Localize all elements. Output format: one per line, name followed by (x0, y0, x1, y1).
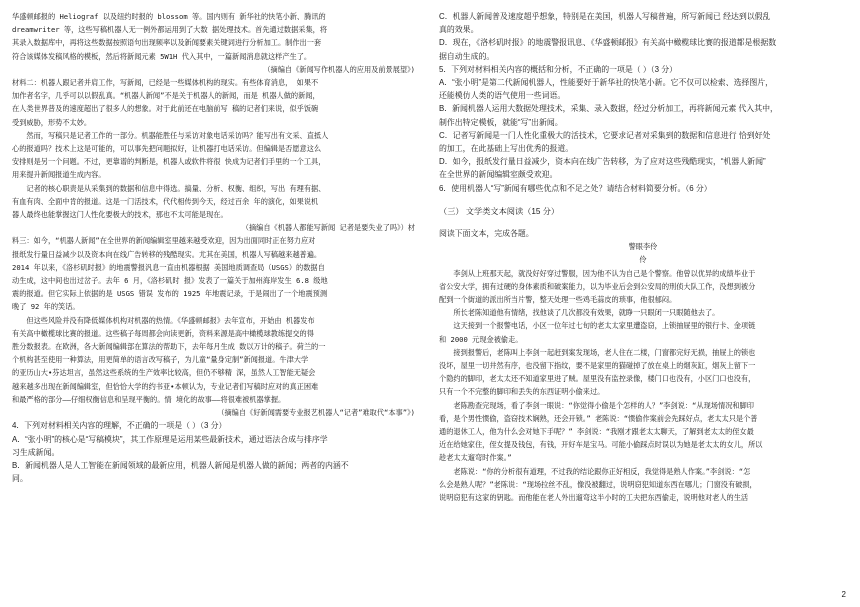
section-heading: （三） 文学类文本阅读（15 分） (439, 206, 560, 216)
page-number: 2 (841, 590, 846, 599)
source-citation: （摘编自《机器人都能写新闻 记者是要失业了吗》）材 (241, 223, 415, 233)
story-author: 伶 (639, 255, 647, 265)
story-paragraph: 老陈说：“你的分析很有道理，不过我的结论跟你正好相反，我觉得是熟人作案。”李剑说：“怎 么会是熟人呢？”老陈说：“现场拉丝不乱，像没被翻过，说明窃犯知道东西在哪儿；门窗没有破损， 说明窃犯有这家的钥匙。而他能在老人外出遛弯这半小时的工夫把东西偷走，说明他对老人的生活 (439, 466, 757, 503)
question-6: 6．使用机器人“写”新闻有哪些优点和不足之处？请结合材料简要分析。（6 分） (439, 183, 712, 193)
paragraph: 料三：如今，“机器人新闻”在全世界的新闻编辑室里越来越受欢迎，因为出面同时正在努力应对 报纸发行量日益减少以及资本向在线广告转移的残酷现实。尤其在美国，机器人写稿越来越普遍。 2014 年以来，《洛杉矶时报》的地震警报汎息一直由机器根据 美国地质调查局（USGS）的数据自 动生成，这中间也出过岔子。去年 6 月，《洛杉矶时 报》发表了一篇关于加州海岸发生 6.8 级地 震的报道。但它实际上依据的是 USGS 错误 发布的 1925 年地震记录，于是闹出了一个地震预测 晚了 92 年的笑话。 (12, 236, 328, 312)
question-5-option-d: D．如今，报纸发行量日益减少，资本向在线广告转移，为了应对这些残酷现实，“机器人新闻” 在全世界的新闻编辑室颇受欢迎。 (439, 157, 766, 180)
paragraph: 然而，写稿只是记者工作的一部分。机器能胜任与采访对象电话采访吗？能写出有文采、直抵人 心的报道吗？技术上这是可能的，可以事先把问题拟好，让机器打电话采访。但编辑是否愿意这么 安排则是另一个问题。不过，更靠谱的判断是，机器人或软件将很 快成为记者们手里的一个工具， 用来提升新闻报道生成内容。 (12, 130, 329, 180)
left-column (12, 10, 425, 485)
question-5-option-b: B．新闻机器人运用大数据处理技术，采集、录入数据，经过分析加工，再将新闻元素 代入其中， 制作出特定模板，就能“写”出新闻。 (439, 104, 778, 127)
question-5-stem: 5．下列对材料相关内容的概括和分析，不正确的一项是（ ）（3 分） (439, 64, 678, 74)
source-citation: （摘编自《新闻写作机器人的应用及前景展望》) (263, 64, 415, 74)
source-citation: （摘编自《好新闻需要专业报艺机器人“记者”难取代“本事”》) (217, 408, 415, 418)
story-paragraph: 这天接到一个报警电话，小区一位年过七旬的老太太家里遭盗窃，上锁抽屉里的银行卡、金项链 和 2000 元现金被偷走。 (439, 321, 756, 344)
story-paragraph: 李剑从上班那天起，就没好好穿过警服，因为他不认为自己是个警察。他曾以优异的成绩毕业于 省公安大学，拥有过硬的身体素质和破案能力，以为毕业后会到公安局的刑侦大队工作，没想到被分 配到一个街道的派出所当片警，整天处理一些鸡毛蒜皮的琐事，他很郁闷。 (439, 268, 756, 305)
paragraph: 记者的核心职责是从采集到的数据和信息中得选。搞量、分析、权衡、组织，写出 有理有据、 有血有肉、全面中肯的报道。这是一门活技术，代代相传到今天，经过百余 年的演化，如果说机 器人最终也能掌握这门人性化要极大的技术，那也不太可能是现在。 (12, 183, 326, 220)
question-4-option-c: C．机器人新闻普及速度超乎想象，特别是在美国，机器人写稿普遍，所写新闻已 经达到以假乱 真的效果。 (439, 12, 771, 35)
question-4-stem: 4．下列对材料相关内容的理解，不正确的一项是（ ）（3 分） (12, 421, 227, 431)
story-paragraph: 接到报警后，老陈叫上李剑一起赶到案发现场，老人住在二楼，门窗都完好无损，抽屉上的锁也 没坏，屋里一切井然有序，也没留下指纹，要不是家里的猫碰掉了放在桌上的烟灰缸，烟灰上留下一 个隐约的脚印，老太太还不知道家里进了贼。屋里没有监控录像，楼门口也没有，小区门口也没有， 只有一个不完整的脚印和丢失的东西证明小偷来过。 (439, 347, 756, 397)
section-instruction: 阅读下面文本，完成各题。 (439, 229, 534, 239)
paragraph: 华盛顿邮报的 Heliograf 以及纽约时报的 blossom 等。国内则有 新华社的快笔小新、腾讯的 dreamwriter 等，这些写稿机器人无一例外都运用到了大数 据处理技术。首先通过数据采集，将 其录入数据库中，再将这些数据按照语句出现频率以及新闻要素关键词进行分析加工。制作出一套 符合该媒体发稿风格的模板，然后将新闻元素 5W1H 代入其中，一篇新闻消息就这样产生了。 (12, 12, 328, 61)
paragraph: 但这些风险并没有降低媒体机构对机器的热情。《华盛顿邮报》去年宣布，开始由 机器发布 有关高中橄榄球比赛的报道。这些稿子每周都会向读更新，资料来源是高中橄榄球教练提交的得 胜分数报表。在欧洲，各大新闻编辑部在算法的帮助下，去年每月生成 数以万计的稿子。荷兰的一 个机构甚至使用一种算法，用更简单的语言改写稿子，为儿童“量身定制”新闻报道。牛津大学 的亚历山大•芬达坦言，虽然这些系统的生产效率比较高，但仍不够精 深，虽然人工智能无疑会 越来越多出现在新闻编辑室，但恰恰大学的约书亚•本顿认为，专业记者们写稿时应对的真正困难 和最严格的部分——仔细权衡信息和呈现平衡的。情 境化的故事——将很难被机器掌握。 (12, 315, 326, 404)
story-paragraph: 所长老陈知道他有情绪，找他谈了几次都没有效果，就睁一只眼闭一只眼随他去了。 (453, 308, 720, 318)
story-title: 警眼李伶 (628, 242, 658, 252)
story-paragraph: 老陈勘查完现场，看了李剑一眼说：“你觉得小偷是个怎样的人？”李剑说：“从现场情况和脚印 看，是个男性惯偷，盗窃技术娴熟，还会开锁。” 老陈说：“惯偷作案前会先踩好点，老太太只是个普 通的退休工人，他为什么会对她下手呢？” 李剑说：“我刚才跟老太太聊天，了解到老太太的侄女最 近在给她家住，侄女提及钱包，有钱，开好车是宝马。可能小偷踩点时误以为她是老太太的女儿，所以 趁老太太遛弯时作案。” (439, 400, 763, 463)
paragraph: 材料二：机器人跟记者并肩工作，写新闻，已经是一些媒体机构的现实。有些体育消息， 如果不 加作者名字，几乎可以以假乱真。“机器人新闻”不是关于机器人的新闻，而是 机器人做的新闻， 在人类世界普及的速度超出了很多人的想象。对于此前还在电脑前写 稿的记者们来说，似乎饭碗 受到威胁，形势不太妙。 (12, 78, 320, 127)
question-5-option-c: C．记者写新闻是一门人性化重极大的活技术，它要求记者对采集到的数据和信息进行 恰到好处 的加工，在此基础上写出优秀的报道。 (439, 130, 771, 154)
question-4-option-b: B．新闻机器人是人工智能在新闻领域的最新应用，机器人新闻是机器人做的新闻；两者的内涵不 同。 (12, 460, 349, 484)
question-5-option-a: A．“张小明”是第二代新闻机器人，性能要好于新华社的快笔小新。它不仅可以检索、选择图片， 还能模仿人类的语气使用一些词语。 (439, 78, 774, 101)
question-4-option-a: A．“张小明”的核心是“写稿模块”，其工作原理是运用某些最新技术，通过语法合成与排序学 习生成新闻。 (12, 434, 328, 457)
right-column (439, 10, 847, 504)
question-4-option-d: D．现在，《洛杉矶时报》的地震警报讯息、《华盛顿邮报》有关高中橄榄球比赛的报道都是根据数 据自动生成的。 (439, 38, 777, 61)
